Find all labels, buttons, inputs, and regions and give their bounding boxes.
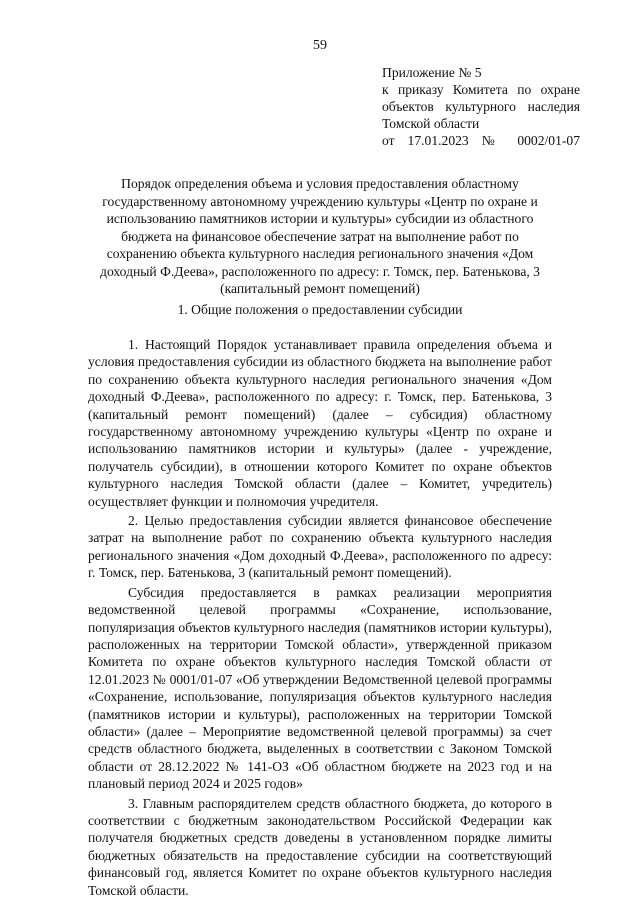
- document-title: Порядок определения объема и условия предоставления областному государственному автономному учреждению культуры «Центр по охране и использованию памятников истории и культуры» субсидии из областного бюджета на финансовое обеспечение затрат на выполнение работ по сохранению объекта культурного наследия регионального значения «Дом доходный Ф.Деева», расположенного по адресу: г. Томск, пер. Батенькова, 3 (капитальный ремонт помещений): [100, 176, 540, 296]
- paragraph-1: 1. Настоящий Порядок устанавливает правила определения объема и условия предоставления субсидии из областного бюджета на выполнение работ по сохранению объекта культурного наследия регионального значения «Дом доходный Ф.Деева», расположенного по адресу: г. Томск, пер. Батенькова, 3 (капитальный ремонт помещений) (далее – субсидия) областному государственному автономному учреждению культуры «Центр по охране и использованию памятников истории и культуры» (далее - учреждение, получатель субсидии), в отношении которого Комитет по охране объектов культурного наследия Томской области (далее – Комитет, учредитель) осуществляет функции и полномочия учредителя.: [88, 337, 552, 509]
- section-heading: 1. Общие положения о предоставлении субсидии: [177, 302, 463, 317]
- appendix-date-number: от 17.01.2023 № 0002/01-07: [382, 133, 580, 148]
- appendix-block: [382, 64, 580, 149]
- paragraph-2: 2. Целью предоставления субсидии является финансовое обеспечение затрат на выполнение работ по сохранению объекта культурного наследия регионального значения «Дом доходный Ф.Деева», расположенного по адресу: г. Томск, пер. Батенькова, 3 (капитальный ремонт помещений).: [88, 513, 552, 581]
- appendix-order-line: к приказу Комитета по охране: [382, 82, 580, 97]
- appendix-region-line: Томской области: [382, 116, 480, 131]
- appendix-committee-line: объектов культурного наследия: [382, 99, 580, 114]
- page-number: 59: [313, 38, 327, 53]
- appendix-title: Приложение № 5: [382, 65, 482, 80]
- document-body: [88, 336, 552, 901]
- paragraph-2-continued: Субсидия предоставляется в рамках реализации мероприятия ведомственной целевой программы «Сохранение, использование, популяризация объектов культурного наследия (памятников истории культуры), расположенных на территории Томской области», утвержденной приказом Комитета по охране объектов культурного наследия Томской области от 12.01.2023 № 0001/01-07 «Об утверждении Ведомственной целевой программы «Сохранение, использование, популяризация объектов культурного наследия (памятников истории и культуры), расположенных на территории Томской области» (далее – Мероприятие ведомственной целевой программы) за счет средств областного бюджета, выделенных в соответствии с Законом Томской области от 28.12.2022 № 141-ОЗ «Об областном бюджете на 2023 год и на плановый период 2024 и 2025 годов»: [88, 584, 552, 792]
- paragraph-3: 3. Главным распорядителем средств областного бюджета, до которого в соответствии с бюджетным законодательством Российской Федерации как получателя бюджетных средств доведены в установленном порядке лимиты бюджетных обязательств на предоставление субсидии на соответствующий финансовый год, является Комитет по охране объектов культурного наследия Томской области.: [88, 795, 552, 898]
